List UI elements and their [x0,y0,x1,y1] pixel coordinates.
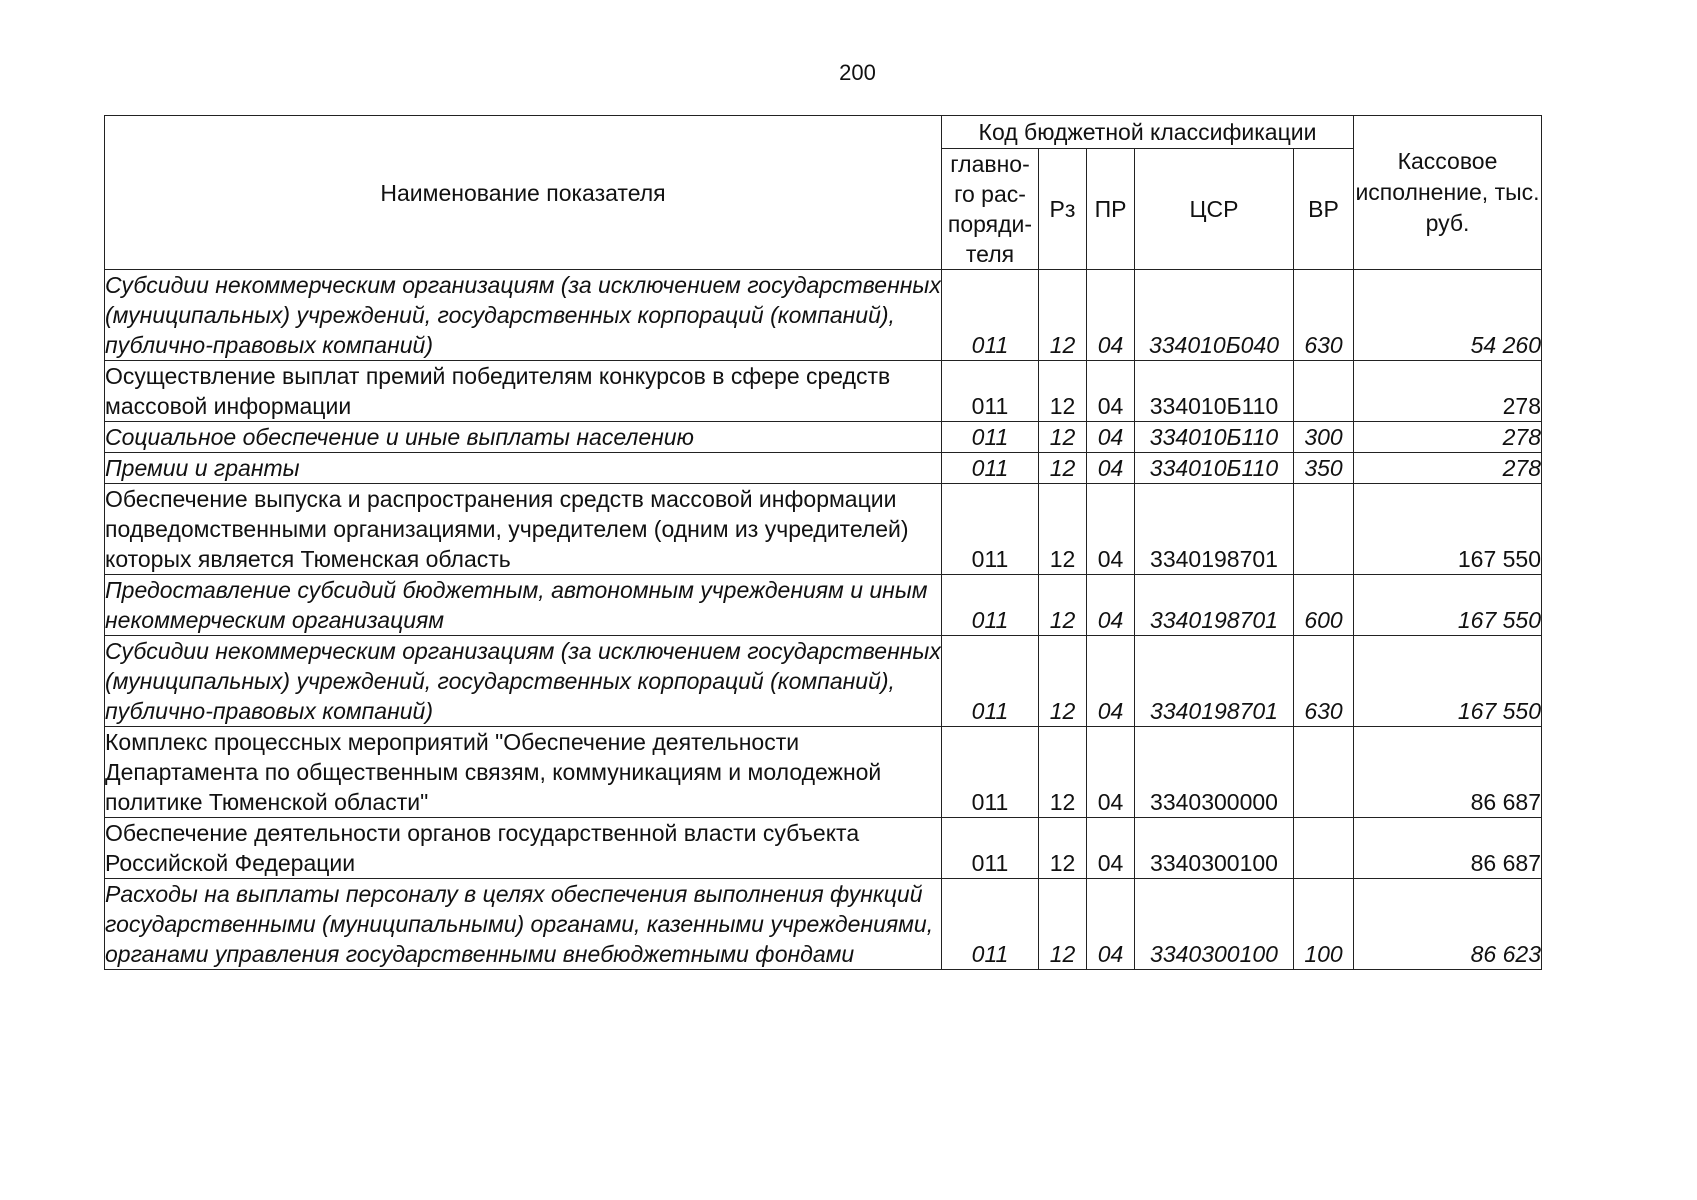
row-vr [1294,818,1354,879]
budget-table [104,115,1542,970]
header-csr: ЦСР [1135,149,1294,270]
table-row [105,818,1542,879]
row-vr [1294,484,1354,575]
row-name: Субсидии некоммерческим организациям (за исключением государственных (муниципальных) учреждений, государственных корпораций (компаний), публично-правовых компаний) [105,636,942,727]
table-row [105,361,1542,422]
row-pr: 04 [1087,575,1135,636]
row-gr: 011 [942,636,1039,727]
table-row [105,270,1542,361]
row-name: Расходы на выплаты персоналу в целях обеспечения выполнения функций государственными (муниципальными) органами, казенными учреждениями, органами управления государственными внебюджетными фондами [105,879,942,970]
row-sum: 167 550 [1354,575,1542,636]
row-csr: 334010Б110 [1135,453,1294,484]
row-vr: 630 [1294,270,1354,361]
row-csr: 3340198701 [1135,484,1294,575]
row-rz: 12 [1039,484,1087,575]
row-sum: 167 550 [1354,636,1542,727]
row-gr: 011 [942,575,1039,636]
row-pr: 04 [1087,453,1135,484]
row-sum: 86 687 [1354,727,1542,818]
row-csr: 334010Б040 [1135,270,1294,361]
row-pr: 04 [1087,422,1135,453]
row-vr: 350 [1294,453,1354,484]
table-row [105,453,1542,484]
row-name: Премии и гранты [105,453,942,484]
page-number: 200 [839,60,876,85]
row-rz: 12 [1039,818,1087,879]
row-csr: 334010Б110 [1135,361,1294,422]
row-sum: 278 [1354,422,1542,453]
row-vr: 100 [1294,879,1354,970]
row-pr: 04 [1087,879,1135,970]
row-gr: 011 [942,727,1039,818]
table-row [105,727,1542,818]
row-csr: 334010Б110 [1135,422,1294,453]
table-row [105,636,1542,727]
row-csr: 3340198701 [1135,575,1294,636]
row-vr: 600 [1294,575,1354,636]
row-sum: 86 687 [1354,818,1542,879]
row-sum: 278 [1354,453,1542,484]
header-rz: Рз [1039,149,1087,270]
row-pr: 04 [1087,636,1135,727]
row-pr: 04 [1087,818,1135,879]
row-vr: 300 [1294,422,1354,453]
row-name: Обеспечение деятельности органов государственной власти субъекта Российской Федерации [105,818,942,879]
row-name: Осуществление выплат премий победителям конкурсов в сфере средств массовой информации [105,361,942,422]
row-sum: 86 623 [1354,879,1542,970]
row-pr: 04 [1087,727,1135,818]
table-row [105,879,1542,970]
row-gr: 011 [942,270,1039,361]
header-vr: ВР [1294,149,1354,270]
row-csr: 3340198701 [1135,636,1294,727]
row-rz: 12 [1039,727,1087,818]
row-pr: 04 [1087,484,1135,575]
row-pr: 04 [1087,361,1135,422]
row-rz: 12 [1039,361,1087,422]
row-gr: 011 [942,361,1039,422]
row-csr: 3340300000 [1135,727,1294,818]
header-code-group: Код бюджетной классификации [942,116,1354,149]
row-rz: 12 [1039,422,1087,453]
table-row [105,484,1542,575]
row-rz: 12 [1039,453,1087,484]
row-csr: 3340300100 [1135,818,1294,879]
row-vr [1294,361,1354,422]
header-row-1 [105,116,1542,149]
row-name: Комплекс процессных мероприятий "Обеспечение деятельности Департамента по общественным связям, коммуникациям и молодежной политике Тюменской области" [105,727,942,818]
row-name: Социальное обеспечение и иные выплаты населению [105,422,942,453]
row-sum: 54 260 [1354,270,1542,361]
row-vr [1294,727,1354,818]
row-gr: 011 [942,453,1039,484]
row-csr: 3340300100 [1135,879,1294,970]
header-sum: Кассовое исполнение, тыс. руб. [1354,116,1542,270]
row-rz: 12 [1039,270,1087,361]
header-pr: ПР [1087,149,1135,270]
header-gr: главно-го рас-поряди-теля [942,149,1039,270]
row-name: Субсидии некоммерческим организациям (за исключением государственных (муниципальных) учреждений, государственных корпораций (компаний), публично-правовых компаний) [105,270,942,361]
row-gr: 011 [942,484,1039,575]
row-gr: 011 [942,818,1039,879]
row-name: Обеспечение выпуска и распространения средств массовой информации подведомственными организациями, учредителем (одним из учредителей) которых является Тюменская область [105,484,942,575]
table-header [105,116,1542,270]
row-rz: 12 [1039,575,1087,636]
row-vr: 630 [1294,636,1354,727]
table-body [105,270,1542,970]
row-pr: 04 [1087,270,1135,361]
row-sum: 167 550 [1354,484,1542,575]
table-row [105,575,1542,636]
row-sum: 278 [1354,361,1542,422]
header-name: Наименование показателя [105,116,942,270]
row-name: Предоставление субсидий бюджетным, автономным учреждениям и иным некоммерческим организациям [105,575,942,636]
table-row [105,422,1542,453]
row-rz: 12 [1039,879,1087,970]
row-gr: 011 [942,879,1039,970]
row-rz: 12 [1039,636,1087,727]
row-gr: 011 [942,422,1039,453]
